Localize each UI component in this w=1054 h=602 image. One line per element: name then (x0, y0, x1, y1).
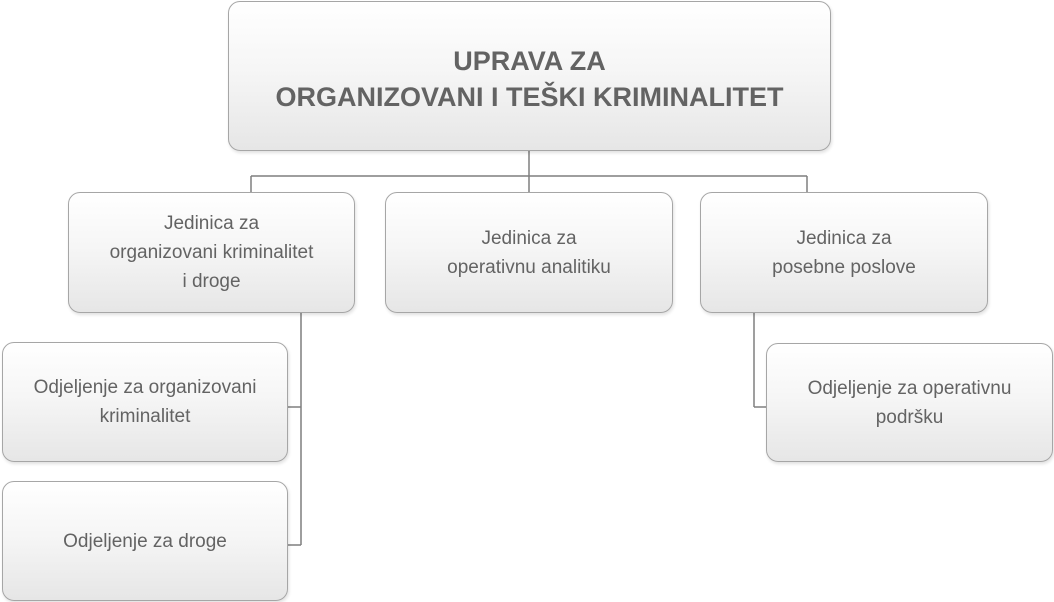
root-title: UPRAVA ZA ORGANIZOVANI I TEŠKI KRIMINALITET (275, 46, 784, 112)
department-node-drugs (2, 481, 288, 601)
unit-label: Jedinica za organizovani kriminalitet i droge (109, 213, 314, 292)
department-label: Odjeljenje za operativnu podršku (807, 377, 1012, 428)
unit-label: Jedinica za operativnu analitiku (447, 227, 611, 278)
unit-node-organized-crime-drugs (68, 192, 355, 313)
root-node (228, 1, 831, 151)
unit-node-operational-analytics (385, 192, 673, 313)
department-node-operational-support (766, 343, 1053, 462)
department-node-organized-crime (2, 342, 288, 462)
department-label: Odjeljenje za droge (63, 530, 227, 552)
department-label: Odjeljenje za organizovani kriminalitet (33, 377, 257, 427)
unit-node-special-affairs (700, 192, 988, 313)
unit-label: Jedinica za posebne poslove (772, 227, 916, 278)
